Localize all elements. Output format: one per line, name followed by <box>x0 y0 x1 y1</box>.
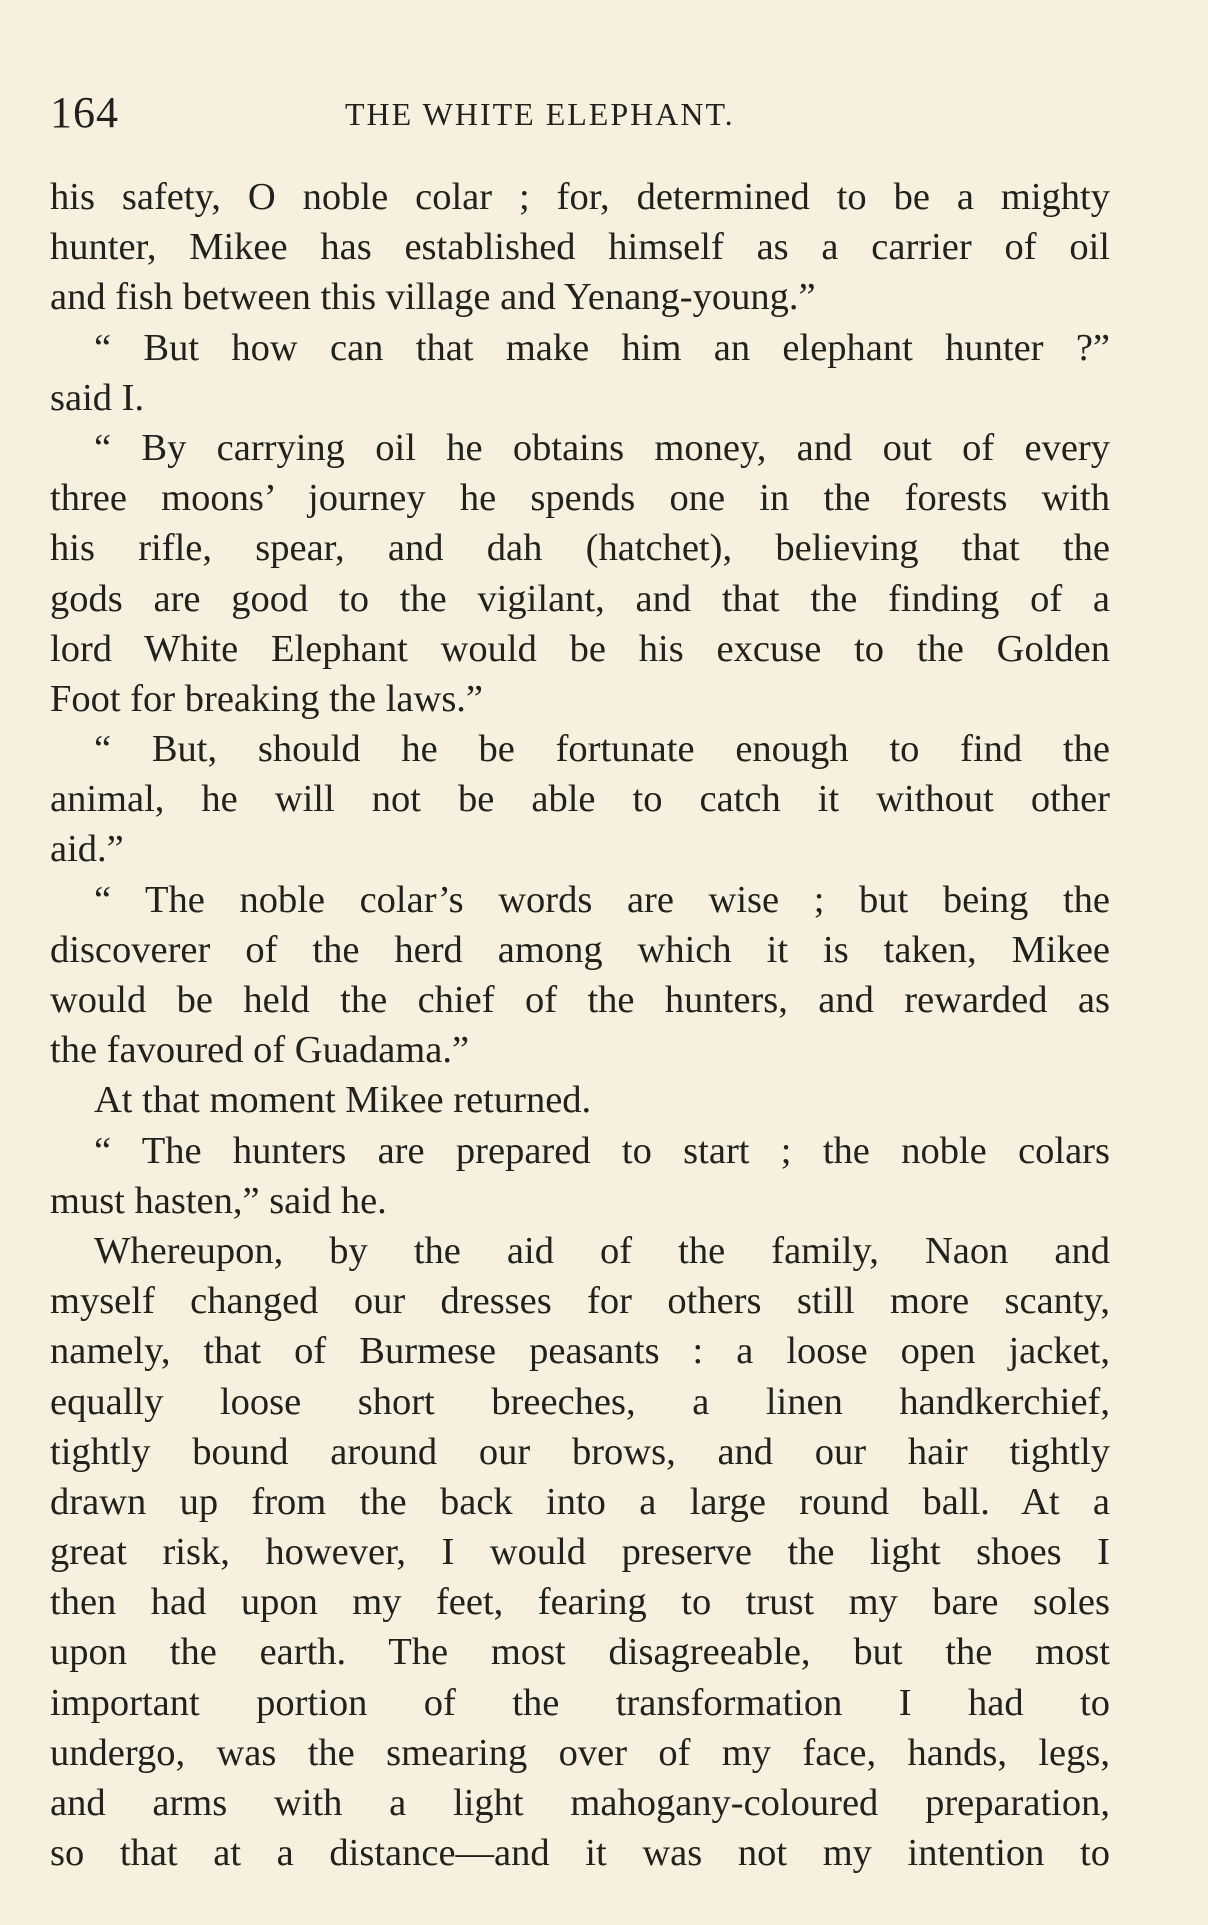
text-line: must hasten,” said he. <box>50 1179 387 1222</box>
running-head <box>50 88 1118 138</box>
text-line: “ The noble colar’s words are wise ; but being the <box>94 878 1110 921</box>
text-line: “ The hunters are prepared to start ; the noble colars <box>94 1129 1110 1172</box>
text-line: important portion of the transformation I had to <box>50 1681 1110 1724</box>
text-line: undergo, was the smearing over of my face, hands, legs, <box>50 1731 1110 1774</box>
text-line: aid.” <box>50 828 124 871</box>
text-line: his safety, O noble colar ; for, determined to be a mighty <box>50 176 1110 218</box>
text-line: and fish between this village and Yenang-young.” <box>50 276 816 319</box>
text-line: equally loose short breeches, a linen handkerchief, <box>50 1380 1110 1423</box>
text-line: drawn up from the back into a large round ball. At a <box>50 1480 1110 1523</box>
text-line: “ By carrying oil he obtains money, and out of every <box>94 426 1110 469</box>
text-line: Whereupon, by the aid of the family, Naon and <box>94 1229 1110 1272</box>
text-line: upon the earth. The most disagreeable, but the most <box>50 1631 1110 1674</box>
text-line: the favoured of Guadama.” <box>50 1029 470 1072</box>
text-line: myself changed our dresses for others still more scanty, <box>50 1280 1110 1323</box>
text-line: At that moment Mikee returned. <box>94 1079 592 1122</box>
text-line: gods are good to the vigilant, and that the finding of a <box>50 577 1110 620</box>
page-number: 164 <box>50 88 119 137</box>
text-line: discoverer of the herd among which it is taken, Mikee <box>50 928 1110 971</box>
text-line: Foot for breaking the laws.” <box>50 677 484 720</box>
text-line: “ But, should he be fortunate enough to find the <box>94 728 1110 771</box>
text-line: tightly bound around our brows, and our hair tightly <box>50 1430 1110 1473</box>
text-line: would be held the chief of the hunters, and rewarded as <box>50 979 1110 1021</box>
text-line: namely, that of Burmese peasants : a loose open jacket, <box>50 1330 1110 1373</box>
text-line: hunter, Mikee has established himself as a carrier of oil <box>50 226 1110 269</box>
text-line: lord White Elephant would be his excuse to the Golden <box>50 627 1110 670</box>
text-line: three moons’ journey he spends one in the forests with <box>50 477 1110 520</box>
text-line: animal, he will not be able to catch it without other <box>50 778 1110 821</box>
text-line: his rifle, spear, and dah (hatchet), believing that the <box>50 527 1110 570</box>
body-text <box>50 172 1110 1878</box>
text-line: said I. <box>50 376 145 419</box>
text-line: “ But how can that make him an elephant hunter ?” <box>94 326 1110 369</box>
text-line: and arms with a light mahogany-coloured preparation, <box>50 1782 1110 1824</box>
text-line: great risk, however, I would preserve the light shoes I <box>50 1531 1110 1574</box>
text-line: so that at a distance—and it was not my intention to <box>50 1832 1110 1875</box>
running-title: THE WHITE ELEPHANT. <box>345 96 735 132</box>
text-line: then had upon my feet, fearing to trust my bare soles <box>50 1581 1110 1624</box>
